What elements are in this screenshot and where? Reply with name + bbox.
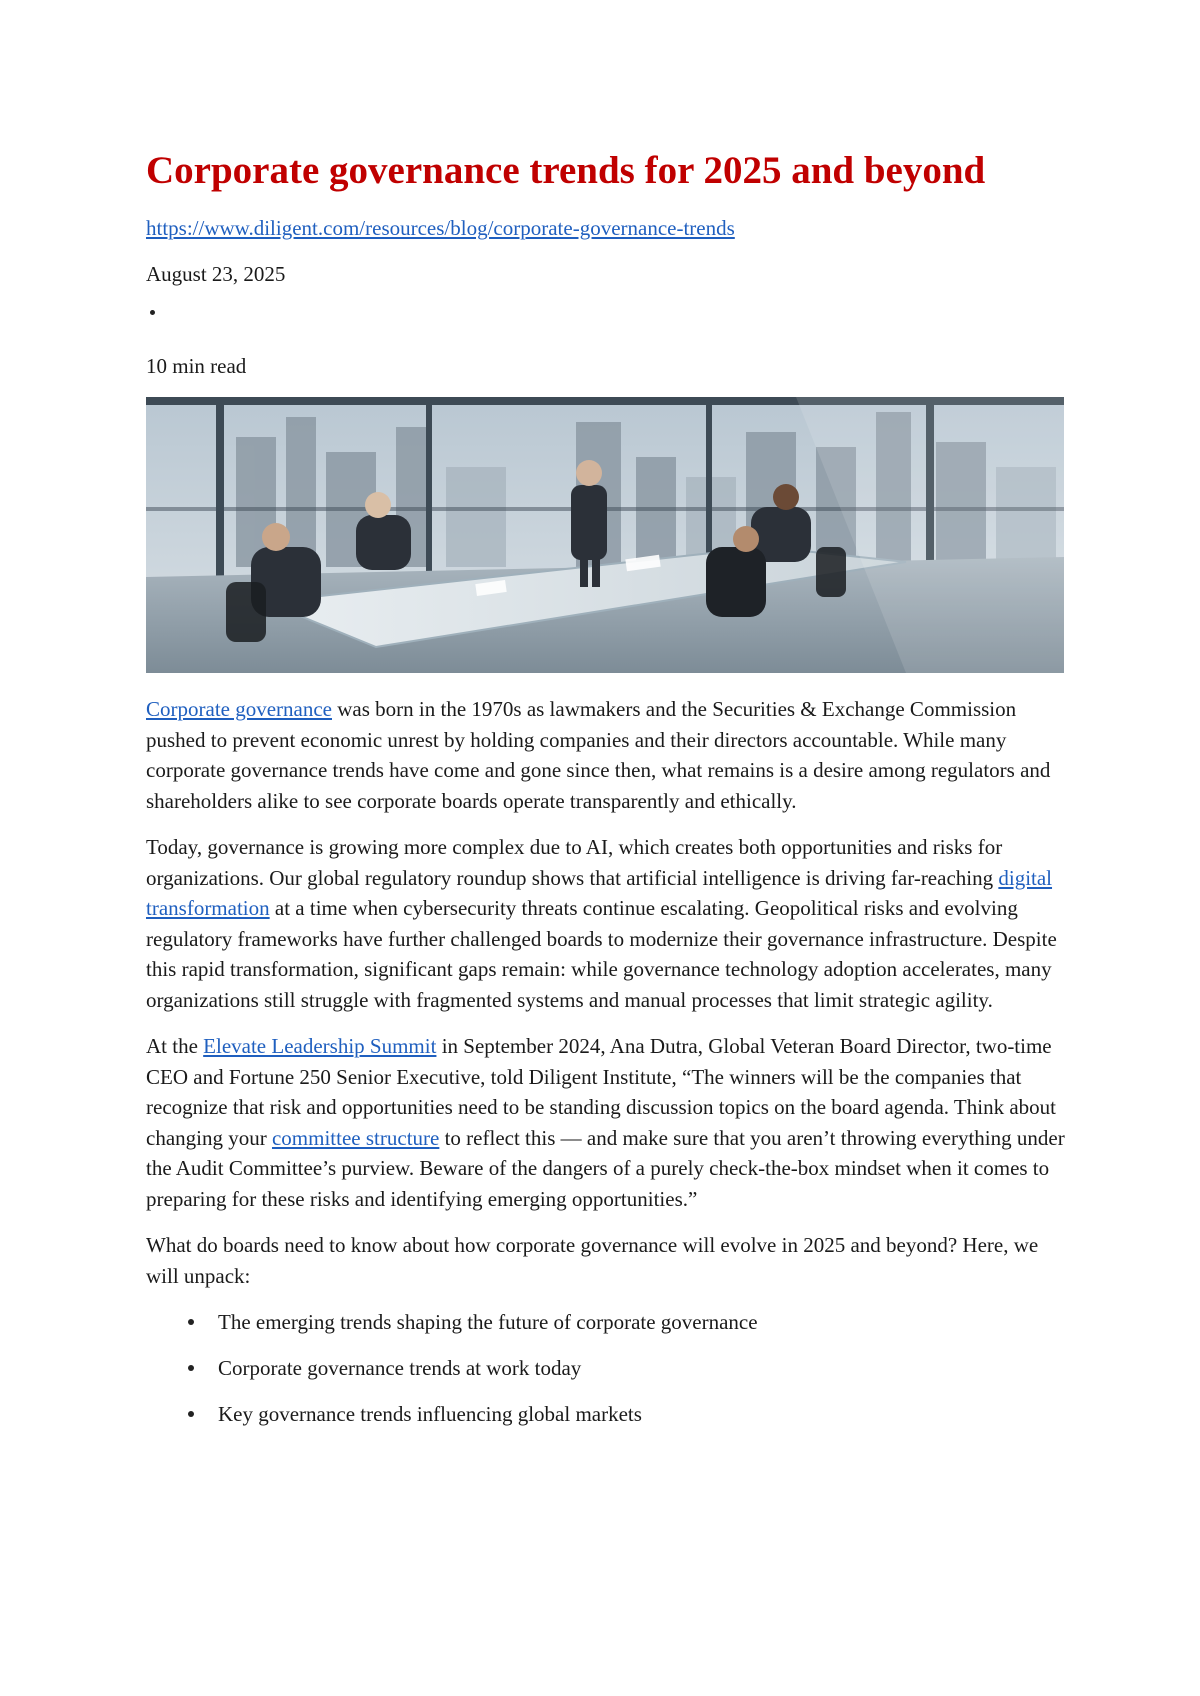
article-date: August 23, 2025: [146, 262, 286, 286]
paragraph-ai: [146, 832, 1066, 1015]
article-url-link[interactable]: https://www.diligent.com/resources/blog/corporate-governance-trends: [146, 216, 735, 240]
list-item-text: The emerging trends shaping the future of corporate governance: [218, 1310, 758, 1334]
paragraph-summit: [146, 1031, 1066, 1214]
bullet-icon: [188, 1319, 194, 1325]
list-item: [146, 1307, 1066, 1337]
paragraph-summit-after: to reflect this — and make sure that you aren’t throwing everything under the Audit Committee’s purview. Beware of the dangers of a purely check-the-box mindset when it comes to preparing for these risks and identifying emerging opportunities.”: [146, 1125, 1065, 1211]
paragraph-intro-text: was born in the 1970s as lawmakers and the Securities & Exchange Commission pushed to prevent economic unrest by holding companies and their directors accountable. While many corporate governance trends have come and gone since then, what remains is a desire among regulators and shareholders alike to see corporate boards operate transparently and ethically.: [146, 697, 1051, 813]
bullet-icon: [188, 1411, 194, 1417]
committee-structure-link[interactable]: committee structure: [271, 1125, 440, 1150]
unpack-list: [146, 1307, 1066, 1429]
elevate-leadership-summit-link[interactable]: Elevate Leadership Summit: [203, 1034, 437, 1058]
paragraph-intro: [146, 694, 1066, 816]
paragraph-unpack: What do boards need to know about how corporate governance will evolve in 2025 and beyond? Here, we will unpack:: [146, 1233, 1039, 1288]
corporate-governance-link[interactable]: Corporate governance: [146, 697, 332, 721]
list-item: [146, 1353, 1066, 1383]
list-item-text: Key governance trends influencing global markets: [218, 1402, 642, 1426]
article-body: [146, 694, 1066, 1445]
hero-image: [146, 397, 1064, 673]
list-item: [146, 1399, 1066, 1429]
boardroom-photo-icon: [146, 397, 1064, 673]
separator-bullet: [150, 310, 155, 315]
list-item-text: Corporate governance trends at work today: [218, 1356, 582, 1380]
bullet-icon: [188, 1365, 194, 1371]
paragraph-summit-middle: in September 2024, Ana Dutra, Global Veteran Board Director, two-time CEO and Fortune 250 Senior Executive, told Diligent Institute, “The winners will be the companies that recognize that risk and opportunities need to be standing discussion topics on the board agenda. Think about changing your: [146, 1034, 1056, 1150]
article-title: Corporate governance trends for 2025 and beyond: [146, 149, 986, 192]
read-time: 10 min read: [146, 354, 247, 378]
paragraph-ai-after: at a time when cybersecurity threats continue escalating. Geopolitical risks and evolving regulatory frameworks have further challenged boards to modernize their governance infrastructure. Despite this rapid transformation, significant gaps remain: while governance technology adoption accelerates, many organizations still struggle with fragmented systems and manual processes that limit strategic agility.: [146, 896, 1057, 1012]
paragraph-ai-before: Today, governance is growing more complex due to AI, which creates both opportunities and risks for organizations. Our global regulatory roundup shows that artificial intelligence is driving far-reaching: [146, 835, 1003, 890]
digital-transformation-link[interactable]: digital transformation: [146, 865, 1053, 920]
paragraph-summit-before: At the: [146, 1034, 204, 1058]
